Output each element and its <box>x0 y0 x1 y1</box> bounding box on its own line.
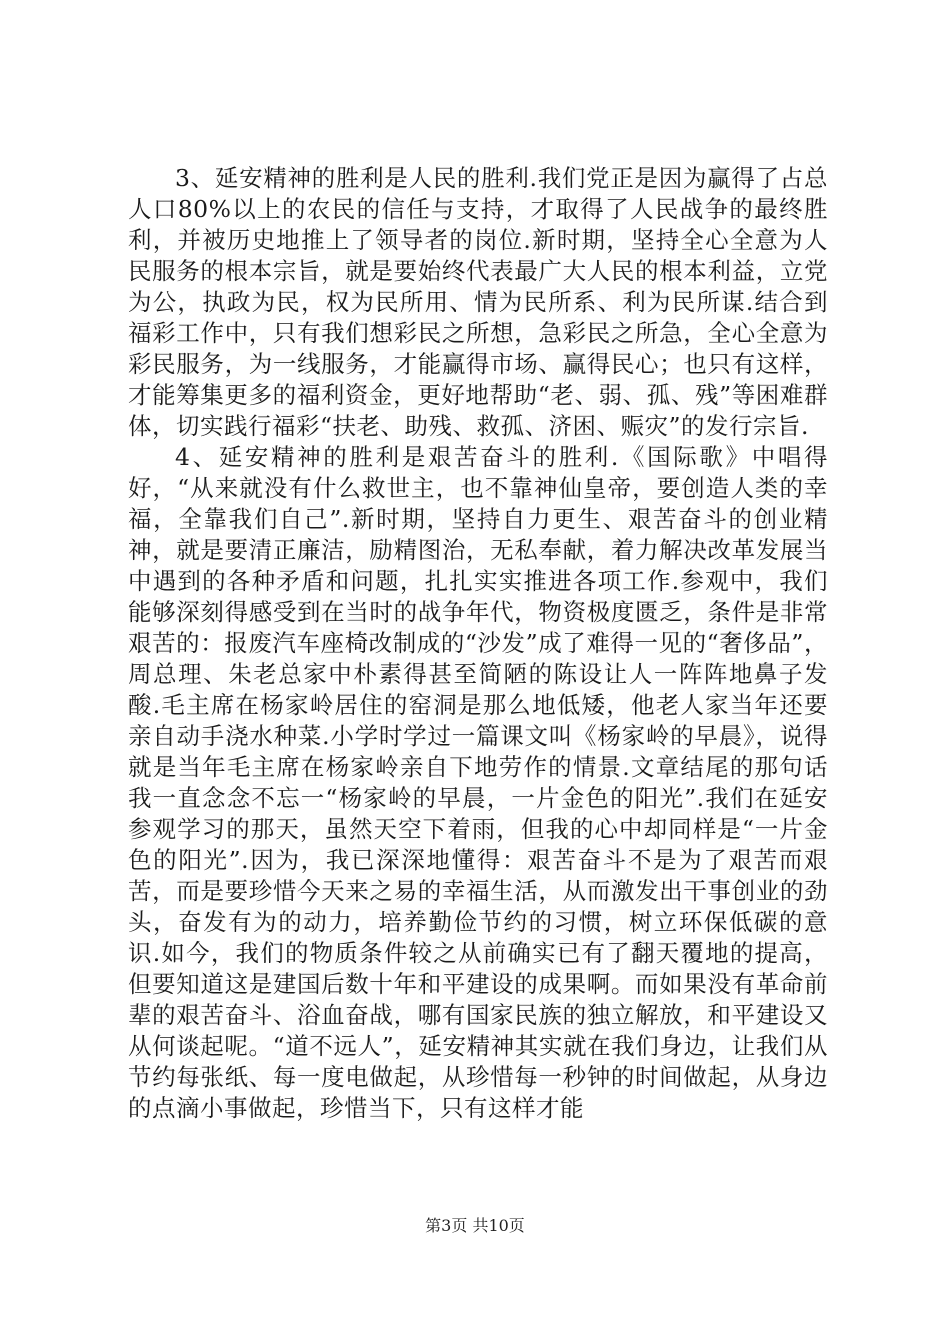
document-body <box>128 163 828 1124</box>
page-footer: 第3页 共10页 <box>425 1216 525 1235</box>
paragraph-4: 4、延安精神的胜利是艰苦奋斗的胜利.《国际歌》中唱得好，“从来就没有什么救世主，也不靠神仙皇帝，要创造人类的幸福，全靠我们自己”.新时期，坚持自力更生、艰苦奋斗的创业精神，就是要清正廉洁，励精图治，无私奉献，着力解决改革发展当中遇到的各种矛盾和问题，扎扎实实推进各项工作.参观中，我们能够深刻得感受到在当时的战争年代，物资极度匮乏，条件是非常艰苦的：报废汽车座椅改制成的“沙发”成了难得一见的“奢侈品”，周总理、朱老总家中朴素得甚至简陋的陈设让人一阵阵地鼻子发酸.毛主席在杨家岭居住的窑洞是那么地低矮，他老人家当年还要亲自动手浇水种菜.小学时学过一篇课文叫《杨家岭的早晨》，说得就是当年毛主席在杨家岭亲自下地劳作的情景.文章结尾的那句话我一直念念不忘一“杨家岭的早晨，一片金色的阳光”.我们在延安参观学习的那天，虽然天空下着雨，但我的心中却同样是“一片金色的阳光”.因为，我已深深地懂得：艰苦奋斗不是为了艰苦而艰苦，而是要珍惜今天来之易的幸福生活，从而激发出干事创业的劲头，奋发有为的动力，培养勤俭节约的习惯，树立环保低碳的意识.如今，我们的物质条件较之从前确实已有了翻天覆地的提高，但要知道这是建国后数十年和平建设的成果啊。而如果没有革命前辈的艰苦奋斗、浴血奋战，哪有国家民族的独立解放，和平建设又从何谈起呢。“道不远人”，延安精神其实就在我们身边，让我们从节约每张纸、每一度电做起，从珍惜每一秒钟的时间做起，从身边的点滴小事做起，珍惜当下，只有这样才能 <box>128 443 828 1122</box>
paragraph-3: 3、延安精神的胜利是人民的胜利.我们党正是因为赢得了占总人口80%以上的农民的信任与支持，才取得了人民战争的最终胜利，并被历史地推上了领导者的岗位.新时期，坚持全心全意为人民服务的根本宗旨，就是要始终代表最广大人民的根本利益，立党为公，执政为民，权为民所用、情为民所系、利为民所谋.结合到福彩工作中，只有我们想彩民之所想，急彩民之所急，全心全意为彩民服务，为一线服务，才能赢得市场、赢得民心；也只有这样，才能筹集更多的福利资金，更好地帮助“老、弱、孤、残”等困难群体，切实践行福彩“扶老、助残、救孤、济困、赈灾”的发行宗旨. <box>128 164 828 440</box>
